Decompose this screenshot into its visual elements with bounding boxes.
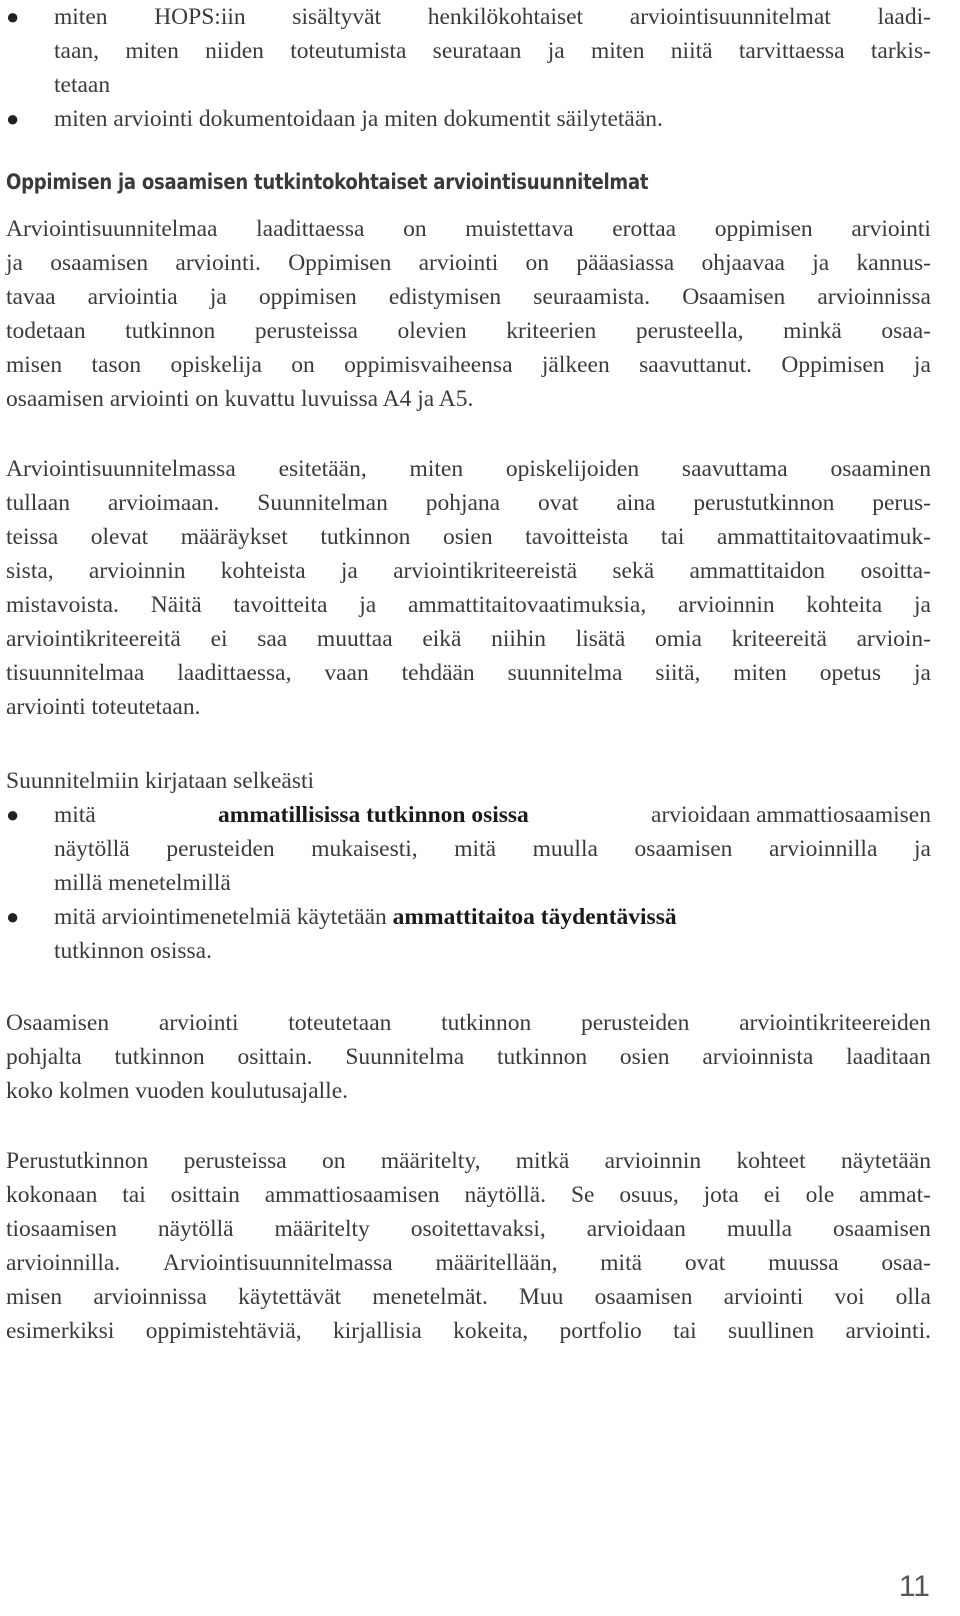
text-line: pohjalta tutkinnon osittain. Suunnitelma tutkinnon osien arvioinnista laaditaan (6, 1044, 931, 1070)
bold-term: ammattitaitoa täydentävissä (392, 904, 677, 930)
text-line: arviointikriteereitä ei saa muuttaa eikä niihin lisätä omia kriteereitä arvioin- (6, 626, 931, 652)
text-line: mistavoista. Näitä tavoitteita ja ammattitaitovaatimuksia, arvioinnin kohteita ja (6, 592, 931, 618)
text-line: Arviointisuunnitelmaa laadittaessa on muistettava erottaa oppimisen arviointi (6, 216, 931, 242)
text-line: millä menetelmillä (54, 870, 231, 896)
text-line: tiosaamisen näytöllä määritelty osoitettavaksi, arvioidaan muulla osaamisen (6, 1216, 931, 1242)
text-line: taan, miten niiden toteutumista seurataan ja miten niitä tarvittaessa tarkis- (54, 38, 931, 64)
text-line: Perustutkinnon perusteissa on määritelty, mitkä arvioinnin kohteet näytetään (6, 1148, 931, 1174)
text-line: tetaan (54, 72, 111, 98)
text-line: misen arvioinnissa käytettävät menetelmät. Muu osaamisen arviointi voi olla (6, 1284, 931, 1310)
bullet-marker: ● (6, 904, 20, 929)
text-line: osaamisen arviointi on kuvattu luvuissa A4 ja A5. (6, 386, 474, 412)
text-line: Arviointisuunnitelmassa esitetään, miten opiskelijoiden saavuttama osaaminen (6, 456, 931, 482)
text-line: mitä ammatillisissa tutkinnon osissa arvioidaan ammattiosaamisen (54, 798, 931, 832)
text-line: arvioinnilla. Arviointisuunnitelmassa määritellään, mitä ovat muussa osaa- (6, 1250, 931, 1276)
text-line: koko kolmen vuoden koulutusajalle. (6, 1078, 349, 1104)
text-line: tullaan arvioimaan. Suunnitelman pohjana ovat aina perustutkinnon perus- (6, 490, 931, 516)
text-line: sista, arvioinnin kohteista ja arviointikriteereistä sekä ammattitaidon osoitta- (6, 558, 931, 584)
text-line: miten arviointi dokumentoidaan ja miten dokumentit säilytetään. (54, 106, 663, 132)
text-line: Suunnitelmiin kirjataan selkeästi (6, 768, 315, 794)
text-line: näytöllä perusteiden mukaisesti, mitä muulla osaamisen arvioinnilla ja (54, 836, 931, 862)
text-line: tavaa arviointia ja oppimisen edistymisen seuraamista. Osaamisen arvioinnissa (6, 284, 931, 310)
text-line: tisuunnitelmaa laadittaessa, vaan tehdään suunnitelma siitä, miten opetus ja (6, 660, 931, 686)
page-number: 11 (898, 1570, 930, 1603)
text-line: arviointi toteutetaan. (6, 694, 201, 720)
text-line: tutkinnon osissa. (54, 938, 212, 964)
text-line: kokonaan tai osittain ammattiosaamisen näytöllä. Se osuus, jota ei ole ammat- (6, 1182, 931, 1208)
text-line: Osaamisen arviointi toteutetaan tutkinnon perusteiden arviointikriteereiden (6, 1010, 931, 1036)
text-line: mitä arviointimenetelmiä käytetään ammattitaitoa täydentävissä (54, 904, 677, 930)
bold-term: ammatillisissa tutkinnon osissa (218, 802, 529, 828)
text-line: todetaan tutkinnon perusteissa olevien kriteerien perusteella, minkä osaa- (6, 318, 931, 344)
text-line: miten HOPS:iin sisältyvät henkilökohtaiset arviointisuunnitelmat laadi- (54, 4, 931, 30)
bullet-marker: ● (6, 802, 20, 827)
bullet-marker: ● (6, 106, 20, 131)
text-line: misen tason opiskelija on oppimisvaiheensa jälkeen saavuttanut. Oppimisen ja (6, 352, 931, 378)
section-heading: Oppimisen ja osaamisen tutkintokohtaiset arviointisuunnitelmat (6, 170, 649, 194)
text-line: esimerkiksi oppimistehtäviä, kirjallisia kokeita, portfolio tai suullinen arviointi. (6, 1318, 931, 1344)
text-line: teissa olevat määräykset tutkinnon osien tavoitteista tai ammattitaitovaatimuk- (6, 524, 931, 550)
bullet-marker: ● (6, 4, 20, 29)
text-line: ja osaamisen arviointi. Oppimisen arviointi on pääasiassa ohjaavaa ja kannus- (6, 250, 931, 276)
